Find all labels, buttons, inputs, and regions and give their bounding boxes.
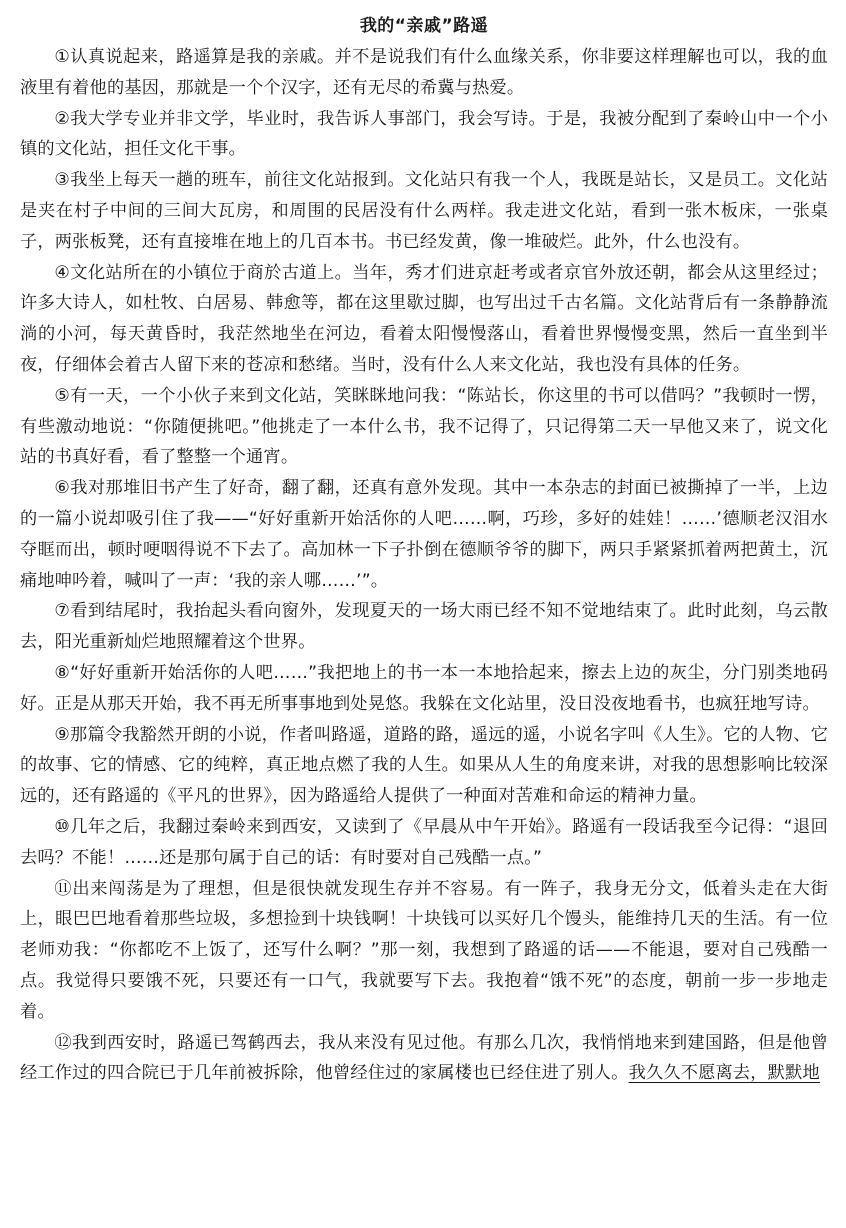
paragraph-8: ⑧“好好重新开始活你的人吧……”我把地上的书一本一本地拾起来，擦去上边的灰尘，分门别类地码好。正是从那天开始，我不再无所事事地到处晃悠。我躲在文化站里，没日没夜地看书，也疯狂地写诗。 <box>20 662 828 714</box>
paragraph-7: ⑦看到结尾时，我抬起头看向窗外，发现夏天的一场大雨已经不知不觉地结束了。此时此刻，乌云散去，阳光重新灿烂地照耀着这个世界。 <box>20 601 828 653</box>
paragraph-3: ③我坐上每天一趟的班车，前往文化站报到。文化站只有我一个人，我既是站长，又是员工。文化站是夹在村子中间的三间大瓦房，和周围的民居没有什么两样。我走进文化站，看到一张木板床，一张桌子，两张板凳，还有直接堆在地上的几百本书。书已经发黄，像一堆破烂。此外，什么也没有。 <box>20 170 828 252</box>
document-title: 我的“亲戚”路遥 <box>359 16 489 36</box>
paragraph-4: ④文化站所在的小镇位于商於古道上。当年，秀才们进京赶考或者京官外放还朝，都会从这里经过；许多大诗人，如杜牧、白居易、韩愈等，都在这里歇过脚，也写出过千古名篇。文化站背后有一条静静流淌的小河，每天黄昏时，我茫然地坐在河边，看着太阳慢慢落山，看着世界慢慢变黑，然后一直坐到半夜，仔细体会着古人留下来的苍凉和愁绪。当时，没有什么人来文化站，我也没有具体的任务。 <box>20 262 828 375</box>
paragraph-1: ①认真说起来，路遥算是我的亲戚。并不是说我们有什么血缘关系，你非要这样理解也可以，我的血液里有着他的基因，那就是一个个汉字，还有无尽的希冀与热爱。 <box>20 47 828 98</box>
paragraph-6: ⑥我对那堆旧书产生了好奇，翻了翻，还真有意外发现。其中一本杂志的封面已被撕掉了一半，上边的一篇小说却吸引住了我——“好好重新开始活你的人吧……啊，巧珍，多好的娃娃！……’德顺老汉泪水夺眶而出，顿时哽咽得说不下去了。高加林一下子扑倒在德顺爷爷的脚下，两只手紧紧抓着两把黄土，沉痛地呻吟着，喊叫了一声：‘我的亲人哪……’”。 <box>20 478 828 591</box>
paragraph-12 <box>20 1028 828 1090</box>
paragraph-5: ⑤有一天，一个小伙子来到文化站，笑眯眯地问我：“陈站长，你这里的书可以借吗？”我顿时一愣，有些激动地说：“你随便挑吧。”他挑走了一本什么书，我不记得了，只记得第二天一早他又来了，说文化站的书真好看，看了整整一个通宵。 <box>20 385 828 468</box>
paragraph-12-underlined-text: 我久久不愿离去，默默地 <box>628 1063 820 1084</box>
paragraph-2: ②我大学专业并非文学，毕业时，我告诉人事部门，我会写诗。于是，我被分配到了秦岭山中一个小镇的文化站，担任文化干事。 <box>20 108 828 160</box>
paragraph-9: ⑨那篇令我豁然开朗的小说，作者叫路遥，道路的路，遥远的遥，小说名字叫《人生》。它的人物、它的故事、它的情感、它的纯粹，真正地点燃了我的人生。如果从人生的角度来讲，对我的思想影响比较深远的，还有路遥的《平凡的世界》，因为路遥给人提供了一种面对苦难和命运的精神力量。 <box>20 724 828 807</box>
paragraph-12-text: ⑫我到西安时，路遥已驾鹤西去，我从来没有见过他。有那么几次，我悄悄地来到建国路，但是他曾经工作过的四合院已于几年前被拆除，他曾经住过的家属楼也已经住进了别人。 <box>20 1032 828 1084</box>
paragraph-10: ⑩几年之后，我翻过秦岭来到西安，又读到了《早晨从中午开始》。路遥有一段话我至今记得：“退回去吗？不能！……还是那句属于自己的话：有时要对自己残酷一点。” <box>20 816 828 868</box>
paragraph-11: ⑪出来闯荡是为了理想，但是很快就发现生存并不容易。有一阵子，我身无分文，低着头走在大街上，眼巴巴地看着那些垃圾，多想捡到十块钱啊！十块钱可以买好几个馒头，能维持几天的生活。有一位老师劝我：“你都吃不上饭了，还写什么啊？”那一刻，我想到了路遥的话——不能退，要对自己残酷一点。我觉得只要饿不死，只要还有一口气，我就要写下去。我抱着“饿不死”的态度，朝前一步一步地走着。 <box>20 878 828 1022</box>
